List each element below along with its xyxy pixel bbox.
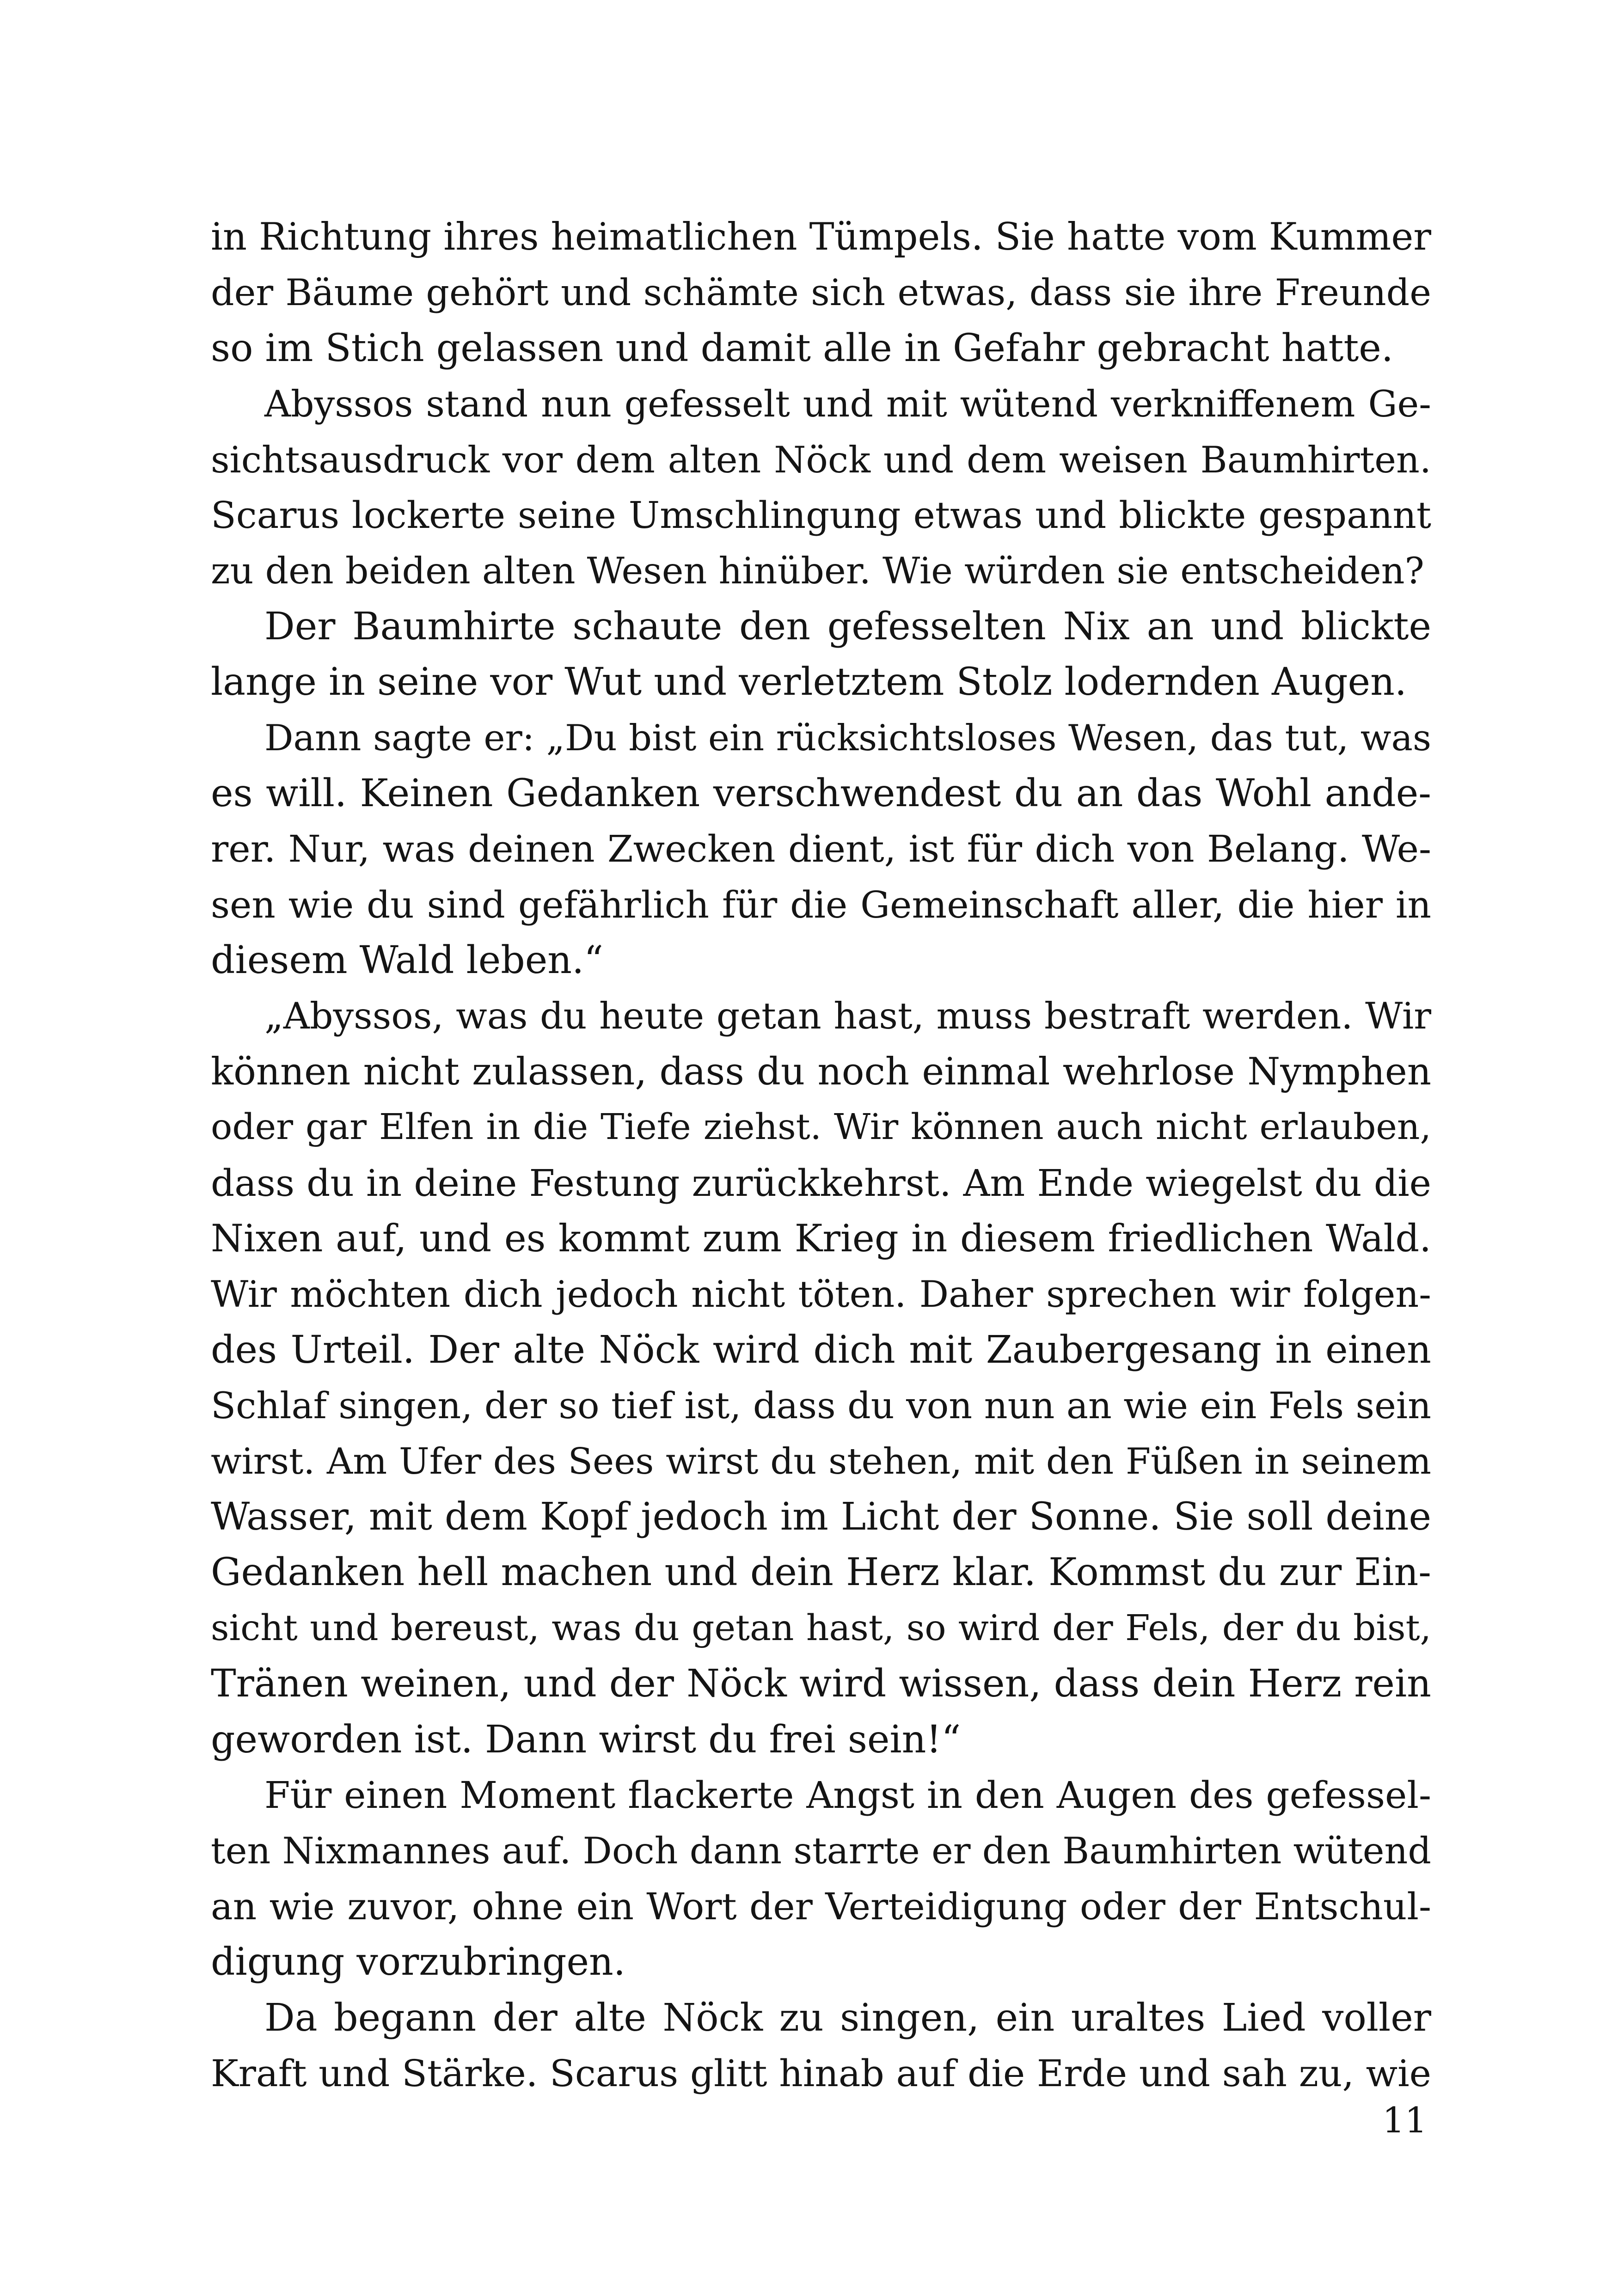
- text-line: sen wie du sind gefährlich für die Gemeinschaft aller, die hier in: [211, 883, 1431, 926]
- text-line: sichtsausdruck vor dem alten Nöck und dem weisen Baumhirten.: [211, 438, 1431, 481]
- text-line: des Urteil. Der alte Nöck wird dich mit Zaubergesang in einen: [211, 1328, 1431, 1372]
- text-line: Tränen weinen, und der Nöck wird wissen, dass dein Herz rein: [211, 1662, 1431, 1706]
- text-line: Wasser, mit dem Kopf jedoch im Licht der Sonne. Sie soll deine: [211, 1494, 1431, 1539]
- text-line: Dann sagte er: „Du bist ein rücksichtsloses Wesen, das tut, was: [264, 717, 1431, 759]
- text-line: Für einen Moment flackerte Angst in den Augen des gefessel-: [264, 1773, 1431, 1817]
- text-line: der Bäume gehört und schämte sich etwas, dass sie ihre Freunde: [211, 271, 1431, 314]
- text-line: Abyssos stand nun gefesselt und mit wütend verkniffenem Ge-: [264, 383, 1431, 426]
- text-line: rer. Nur, was deinen Zwecken dient, ist für dich von Belang. We-: [211, 827, 1431, 871]
- text-line: Da begann der alte Nöck zu singen, ein uraltes Lied voller: [264, 1996, 1431, 2040]
- text-line: Scarus lockerte seine Umschlingung etwas und blickte gespannt: [211, 493, 1431, 537]
- text-line: Nixen auf, und es kommt zum Krieg in diesem friedlichen Wald.: [211, 1217, 1431, 1261]
- text-line: wirst. Am Ufer des Sees wirst du stehen, mit den Füßen in seinem: [211, 1440, 1431, 1482]
- text-line: in Richtung ihres heimatlichen Tümpels. Sie hatte vom Kummer: [211, 215, 1431, 259]
- text-line: Wir möchten dich jedoch nicht töten. Daher sprechen wir folgen-: [211, 1273, 1431, 1316]
- text-line: ten Nixmannes auf. Doch dann starrte er den Baumhirten wütend: [211, 1830, 1431, 1873]
- text-line: oder gar Elfen in die Tiefe ziehst. Wir können auch nicht erlauben,: [211, 1107, 1431, 1148]
- text-line: diesem Wald leben.“: [211, 938, 604, 983]
- text-line: es will. Keinen Gedanken verschwendest du an das Wohl ande-: [211, 771, 1431, 815]
- text-line: sicht und bereust, was du getan hast, so wird der Fels, der du bist,: [211, 1607, 1431, 1649]
- text-line: Der Baumhirte schaute den gefesselten Nix an und blickte: [264, 604, 1431, 649]
- text-line: Kraft und Stärke. Scarus glitt hinab auf die Erde und sah zu, wie: [211, 2051, 1431, 2095]
- text-line: Gedanken hell machen und dein Herz klar. Kommst du zur Ein-: [211, 1550, 1431, 1595]
- text-line: geworden ist. Dann wirst du frei sein!“: [211, 1717, 961, 1762]
- text-line: können nicht zulassen, dass du noch einmal wehrlose Nymphen: [211, 1050, 1431, 1094]
- text-line: Schlaf singen, der so tief ist, dass du von nun an wie ein Fels sein: [211, 1384, 1431, 1427]
- body-text: [211, 209, 1431, 2101]
- text-line: „Abyssos, was du heute getan hast, muss bestraft werden. Wir: [264, 995, 1431, 1038]
- text-line: dass du in deine Festung zurückkehrst. Am Ende wiegelst du die: [211, 1161, 1431, 1205]
- text-line: an wie zuvor, ohne ein Wort der Verteidigung oder der Entschul-: [211, 1885, 1431, 1928]
- text-line: so im Stich gelassen und damit alle in Gefahr gebracht hatte.: [211, 326, 1393, 370]
- text-line: lange in seine vor Wut und verletztem Stolz lodernden Augen.: [211, 660, 1407, 704]
- text-line: zu den beiden alten Wesen hinüber. Wie würden sie entscheiden?: [211, 550, 1424, 593]
- text-line: digung vorzubringen.: [211, 1940, 625, 1984]
- page-number: 11: [1382, 2100, 1427, 2141]
